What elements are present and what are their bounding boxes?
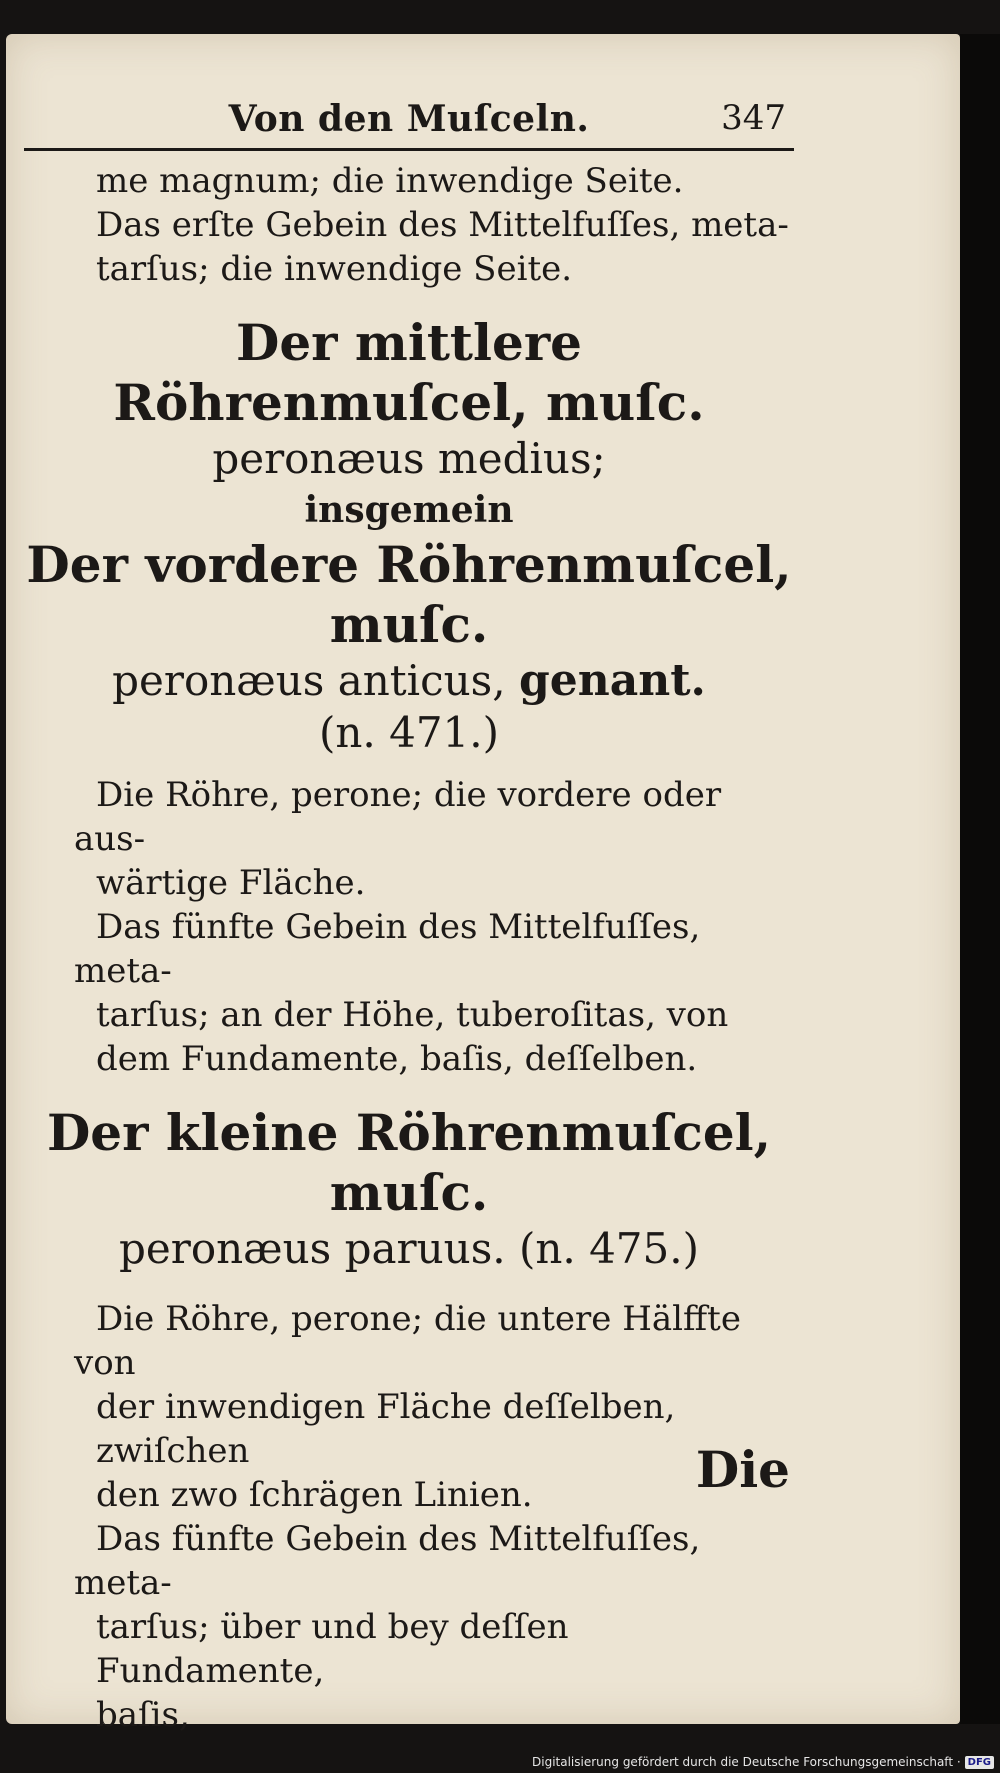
text-line: tarſus; die inwendige Seite. <box>96 249 573 289</box>
block-two <box>24 773 794 1081</box>
heading-line: Der kleine Röhrenmuſcel, muſc. <box>46 1103 772 1222</box>
heading-conjunction: insgemein <box>304 489 514 531</box>
section-reference: (n. 471.) <box>318 708 500 757</box>
text-line: me magnum; die inwendige Seite. <box>96 161 684 201</box>
text-line: Das erſte Gebein des Mittelfuſſes, meta- <box>96 205 789 245</box>
text-line: baſis, <box>96 1695 190 1735</box>
running-head <box>24 90 794 148</box>
section-heading-2 <box>24 1103 794 1275</box>
text-line: tarſus; über und bey deſſen Fundamente, <box>96 1607 569 1691</box>
section-heading-1 <box>24 313 794 759</box>
heading-latin: peronæus paruus. (n. 475.) <box>119 1224 699 1273</box>
heading-line: Der vordere Röhrenmuſcel, muſc. <box>26 535 792 654</box>
running-title: Von den Muſceln. <box>228 98 590 140</box>
block-one <box>24 159 794 291</box>
text-line: den zwo ſchrägen Linien. <box>96 1475 533 1515</box>
page-content <box>24 90 794 1737</box>
text-line: tarſus; an der Höhe, tuberoſitas, von <box>96 995 729 1035</box>
credit-text: Digitalisierung gefördert durch die Deutsche Forschungsgemeinschaft · <box>532 1755 961 1769</box>
heading-latin-bold: genant. <box>518 655 706 706</box>
block-three <box>24 1297 794 1737</box>
text-line: Die Röhre, perone; die untere Hälffte von <box>74 1299 741 1383</box>
digitization-credit <box>532 1755 994 1769</box>
heading-latin-text: peronæus anticus, <box>112 656 506 705</box>
text-line: Das fünfte Gebein des Mittelfuſſes, meta- <box>74 1519 701 1603</box>
text-line: wärtige Fläche. <box>96 863 366 903</box>
heading-latin: peronæus medius; <box>212 434 606 483</box>
heading-latin <box>24 655 794 707</box>
page-gutter <box>960 34 1000 1724</box>
catchword: Die <box>695 1440 790 1499</box>
text-line: der inwendigen Fläche deſſelben, zwiſchen <box>96 1387 676 1471</box>
header-rule <box>24 148 794 151</box>
text-line: dem Fundamente, baſis, deſſelben. <box>96 1039 698 1079</box>
text-line: Das fünfte Gebein des Mittelfuſſes, meta- <box>74 907 701 991</box>
heading-line: Der mittlere Röhrenmuſcel, muſc. <box>113 313 705 432</box>
text-line: Die Röhre, perone; die vordere oder aus- <box>74 775 722 859</box>
page-number: 347 <box>721 98 786 138</box>
dfg-logo: DFG <box>965 1756 994 1769</box>
